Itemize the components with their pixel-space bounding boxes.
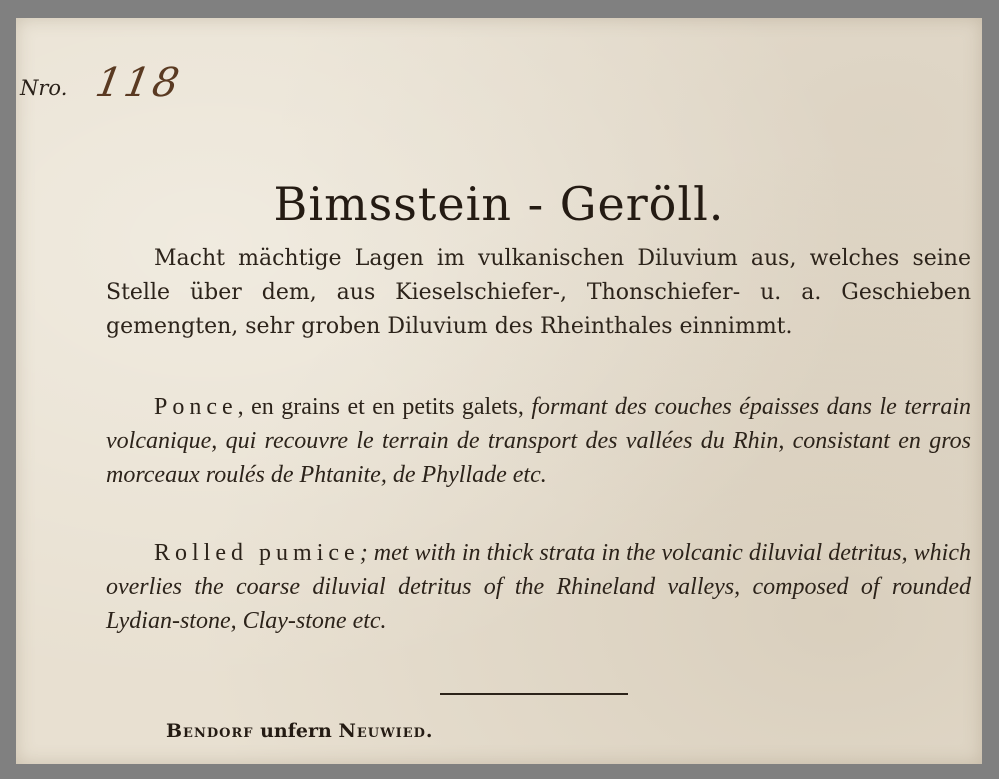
english-term: Rolled pumice xyxy=(154,540,360,566)
handwritten-specimen-number: 118 xyxy=(91,60,186,106)
french-term: Ponce xyxy=(154,394,238,420)
english-description xyxy=(106,536,971,638)
locality-connector: unfern xyxy=(260,720,332,742)
locality-region: Neuwied. xyxy=(338,720,434,742)
label-title: Bimsstein - Geröll. xyxy=(273,176,725,231)
locality-line xyxy=(166,720,434,742)
specimen-label xyxy=(16,18,982,764)
french-text-plain: , en grains et en petits galets, xyxy=(237,394,524,420)
english-text-italic: ; met with in thick strata in the volcanic diluvial detritus, which overlies the coarse diluvial detritus of the Rhineland valleys, composed of rounded Lydian-stone, Clay-stone etc. xyxy=(106,540,971,634)
locality-place: Bendorf xyxy=(166,720,254,742)
french-text-italic: formant des couches épaisses dans le terrain volcanique, qui recouvre le terrain de transport des vallées du Rhin, consistant en gros morceaux roulés de Phtanite, de Phyllade etc. xyxy=(106,394,971,488)
german-text: Macht mächtige Lagen im vulkanischen Diluvium aus, welches seine Stelle über dem, aus Kieselschiefer-, Thonschiefer- u. a. Geschieben gemengten, sehr groben Diluvium des Rheinthales einnimmt. xyxy=(106,246,971,339)
divider-rule xyxy=(440,693,628,695)
french-description xyxy=(106,390,971,492)
number-prefix: Nro. xyxy=(20,76,68,100)
french-line xyxy=(106,390,971,492)
english-line xyxy=(106,536,971,638)
german-description xyxy=(106,242,971,344)
